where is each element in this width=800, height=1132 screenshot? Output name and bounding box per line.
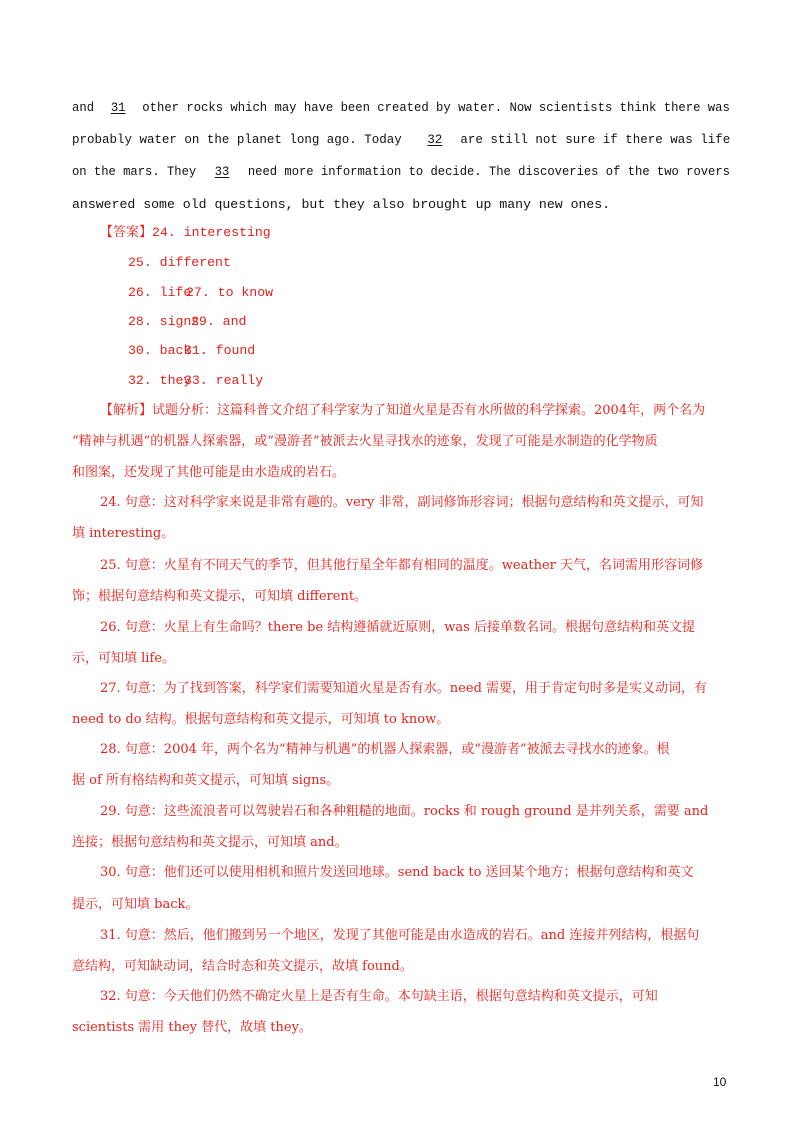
explanation-24-line-2: 填 interesting。	[72, 526, 175, 541]
explanation-31-line-1: 31. 句意：然后，他们搬到另一个地区，发现了其他可能是由水造成的岩石。and 连接并列结构，根据句	[100, 928, 700, 943]
answer-item: 29. and	[191, 314, 247, 329]
answer-row-2	[100, 254, 231, 272]
explanation-24-line-1: 24. 句意：这对科学家来说是非常有趣的。very 非常，副词修饰形容词；根据句意结构和英文提示，可知	[100, 495, 704, 510]
explanation-26-line-2: 示，可知填 life。	[72, 651, 175, 666]
explanation-27-line-1: 27. 句意：为了找到答案，科学家们需要知道火星是否有水。need 需要，用于肯定句时多是实义动词，有	[100, 681, 708, 696]
answer-item: 33. really	[184, 373, 264, 388]
blank-32: 32	[427, 132, 443, 147]
blank-33: 33	[214, 164, 230, 179]
answer-item: 25. different	[128, 255, 231, 270]
answer-item: 28. signs	[128, 314, 200, 329]
explanation-30-line-2: 提示，可知填 back。	[72, 897, 199, 912]
explanation-32-line-1: 32. 句意：今天他们仍然不确定火星上是否有生命。本句缺主语，根据句意结构和英文提示，可知	[100, 989, 658, 1004]
explanation-29-line-1: 29. 句意：这些流浪者可以驾驶岩石和各种粗糙的地面。rocks 和 rough ground 是并列关系，需要 and	[100, 804, 709, 819]
answer-item: 31. found	[184, 343, 256, 358]
explanation-31-line-2: 意结构，可知缺动词，结合时态和英文提示，故填 found。	[72, 959, 413, 974]
answer-row-4	[100, 313, 246, 331]
answer-item: 30. back	[128, 343, 192, 358]
explanation-28-line-1: 28. 句意：2004 年，两个名为“精神与机遇”的机器人探索器，或“漫游者”被派去寻找水的迹象。根	[100, 742, 670, 757]
explanation-29-line-2: 连接；根据句意结构和英文提示，可知填 and。	[72, 835, 348, 850]
analysis-text: 试题分析：这篇科普文介绍了科学家为了知道火星是否有水所做的科学探索。2004年，两个名为	[152, 403, 706, 418]
passage-line-1	[72, 99, 730, 117]
explanation-30-line-1: 30. 句意：他们还可以使用相机和照片发送回地球。send back to 送回某个地方；根据句意结构和英文	[100, 865, 694, 880]
passage-line-4: answered some old questions, but they also brought up many new ones.	[72, 197, 611, 212]
passage-line-2	[72, 131, 730, 149]
explanation-25-line-1: 25. 句意：火星有不同天气的季节，但其他行星全年都有相同的温度。weather 天气，名词需用形容词修	[100, 558, 704, 573]
answer-item: 24. interesting	[152, 225, 271, 240]
analysis-line-3: 和图案，还发现了其他可能是由水造成的岩石。	[72, 465, 346, 480]
passage-line-3	[72, 163, 730, 181]
blank-31: 31	[110, 100, 126, 115]
answer-item: 32. they	[128, 373, 192, 388]
passage-text: other rocks which may have been created by water. Now scientists think there was	[142, 100, 730, 115]
passage-text: are still not sure if there was life	[460, 132, 731, 147]
explanation-32-line-2: scientists 需用 they 替代，故填 they。	[72, 1020, 312, 1035]
page-number: 10	[713, 1075, 727, 1089]
explanation-28-line-2: 据 of 所有格结构和英文提示，可知填 signs。	[72, 773, 340, 788]
analysis-line-2: “精神与机遇”的机器人探索器，或“漫游者”被派去火星寻找水的迹象，发现了可能是水制造的化学物质	[72, 434, 658, 449]
answer-item: 27. to know	[186, 285, 274, 300]
answer-item: 26. life	[128, 285, 192, 300]
analysis-line-1	[100, 402, 705, 420]
passage-text: on the mars. They	[72, 164, 197, 179]
answer-label: 【答案】	[100, 225, 153, 240]
explanation-26-line-1: 26. 句意：火星上有生命吗？there be 结构遵循就近原则，was 后接单数名词。根据句意结构和英文提	[100, 620, 695, 635]
passage-text: and	[72, 100, 95, 115]
analysis-label: 【解析】	[100, 403, 153, 418]
answer-row-1	[100, 224, 271, 242]
explanation-27-line-2: need to do 结构。根据句意结构和英文提示，可知填 to know。	[72, 712, 450, 727]
passage-text: need more information to decide. The discoveries of the two rovers	[247, 164, 730, 179]
answer-row-6	[100, 372, 263, 390]
answer-row-3	[100, 284, 273, 302]
explanation-25-line-2: 饰；根据句意结构和英文提示，可知填 different。	[72, 589, 368, 604]
passage-text: probably water on the planet long ago. Today	[72, 132, 410, 147]
answer-row-5	[100, 342, 255, 360]
